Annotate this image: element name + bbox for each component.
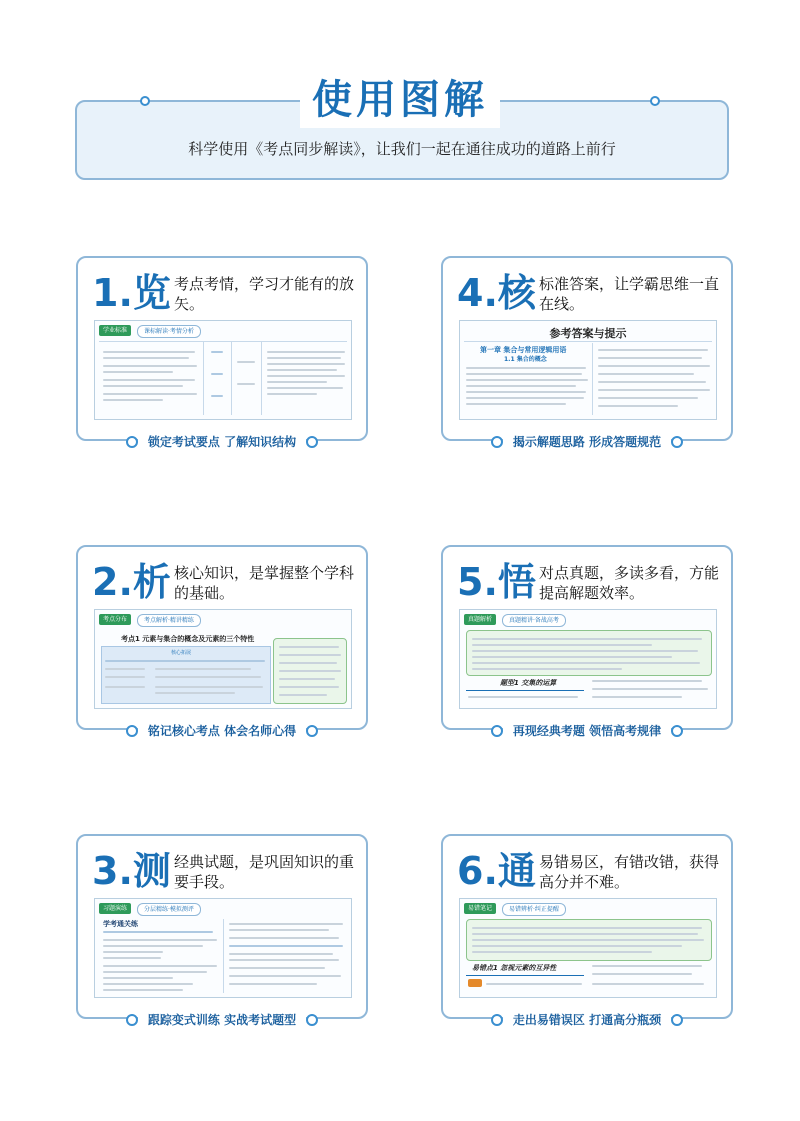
thumb-box-label: 核心拓展 xyxy=(171,650,192,656)
card-number: 4.核 xyxy=(457,271,536,315)
card-caption: 跟踪变式训练 实战考试题型 xyxy=(138,1013,306,1027)
thumb-heading: 题型1 交集的运算 xyxy=(500,679,557,687)
thumb-pill: 真题精讲·备战高考 xyxy=(502,614,566,627)
thumb-pill: 分层精练·模拟测评 xyxy=(137,903,201,916)
card-4-he xyxy=(441,256,733,449)
caption-right-dot-icon xyxy=(671,436,683,448)
thumb-heading: 易错点1 忽视元素的互异性 xyxy=(472,964,557,972)
page-subtitle: 科学使用《考点同步解读》，让我们一起在通往成功的道路上前行 xyxy=(188,140,616,158)
card-3-ce xyxy=(76,834,368,1027)
caption-left-dot-icon xyxy=(491,1014,503,1026)
thumb-tag: 易错笔记 xyxy=(464,903,496,914)
caption-left-dot-icon xyxy=(126,725,138,737)
card-caption: 走出易错误区 打通高分瓶颈 xyxy=(503,1013,671,1027)
caption-right-dot-icon xyxy=(671,725,683,737)
card-thumbnail xyxy=(459,898,717,998)
caption-right-dot-icon xyxy=(671,1014,683,1026)
caption-right-dot-icon xyxy=(306,1014,318,1026)
caption-left-dot-icon xyxy=(126,1014,138,1026)
caption-left-dot-icon xyxy=(126,436,138,448)
caption-right-dot-icon xyxy=(306,436,318,448)
caption-left-dot-icon xyxy=(491,725,503,737)
thumb-heading: 学考通关练 xyxy=(103,920,138,928)
thumb-pill: 易错辨析·纠正提醒 xyxy=(502,903,566,916)
thumb-section: 1.1 集合的概念 xyxy=(504,356,547,363)
header-right-dot-icon xyxy=(650,96,660,106)
card-thumbnail xyxy=(94,898,352,998)
thumb-heading: 考点1 元素与集合的概念及元素的三个特性 xyxy=(121,635,255,643)
card-thumbnail xyxy=(459,320,717,420)
card-description: 标准答案，让学霸思维一直在线。 xyxy=(539,275,720,313)
thumb-tag: 真题解析 xyxy=(464,614,496,625)
card-6-tong xyxy=(441,834,733,1027)
header-left-dot-icon xyxy=(140,96,150,106)
card-description: 考点考情，学习才能有的放矢。 xyxy=(174,275,355,313)
card-description: 经典试题，是巩固知识的重要手段。 xyxy=(174,853,355,891)
card-thumbnail xyxy=(459,609,717,709)
card-thumbnail xyxy=(94,609,352,709)
card-number: 5.悟 xyxy=(457,560,536,604)
thumb-pill: 考点解析·精讲精练 xyxy=(137,614,201,627)
card-thumbnail xyxy=(94,320,352,420)
caption-left-dot-icon xyxy=(491,436,503,448)
card-caption: 锁定考试要点 了解知识结构 xyxy=(138,435,306,449)
card-number: 3.测 xyxy=(92,849,171,893)
card-caption: 再现经典考题 领悟高考规律 xyxy=(503,724,671,738)
thumb-tag: 学业标准 xyxy=(99,325,131,336)
card-1-lan xyxy=(76,256,368,449)
thumb-orange-badge xyxy=(468,979,482,987)
thumb-tag: 习题演练 xyxy=(99,903,131,914)
card-2-xi xyxy=(76,545,368,738)
thumb-pill: 课标解读·考情分析 xyxy=(137,325,201,338)
caption-right-dot-icon xyxy=(306,725,318,737)
card-description: 对点真题，多读多看，方能提高解题效率。 xyxy=(539,564,720,602)
card-caption: 揭示解题思路 形成答题规范 xyxy=(503,435,671,449)
thumb-tag: 考点分布 xyxy=(99,614,131,625)
card-description: 核心知识，是掌握整个学科的基础。 xyxy=(174,564,355,602)
card-number: 2.析 xyxy=(92,560,171,604)
page-title: 使用图解 xyxy=(300,72,500,128)
card-5-wu xyxy=(441,545,733,738)
card-number: 6.通 xyxy=(457,849,536,893)
thumb-title: 参考答案与提示 xyxy=(549,327,627,340)
card-description: 易错易区，有错改错，获得高分并不难。 xyxy=(539,853,720,891)
card-caption: 铭记核心考点 体会名师心得 xyxy=(138,724,306,738)
thumb-chapter: 第一章 集合与常用逻辑用语 xyxy=(480,346,567,354)
card-number: 1.览 xyxy=(92,271,171,315)
